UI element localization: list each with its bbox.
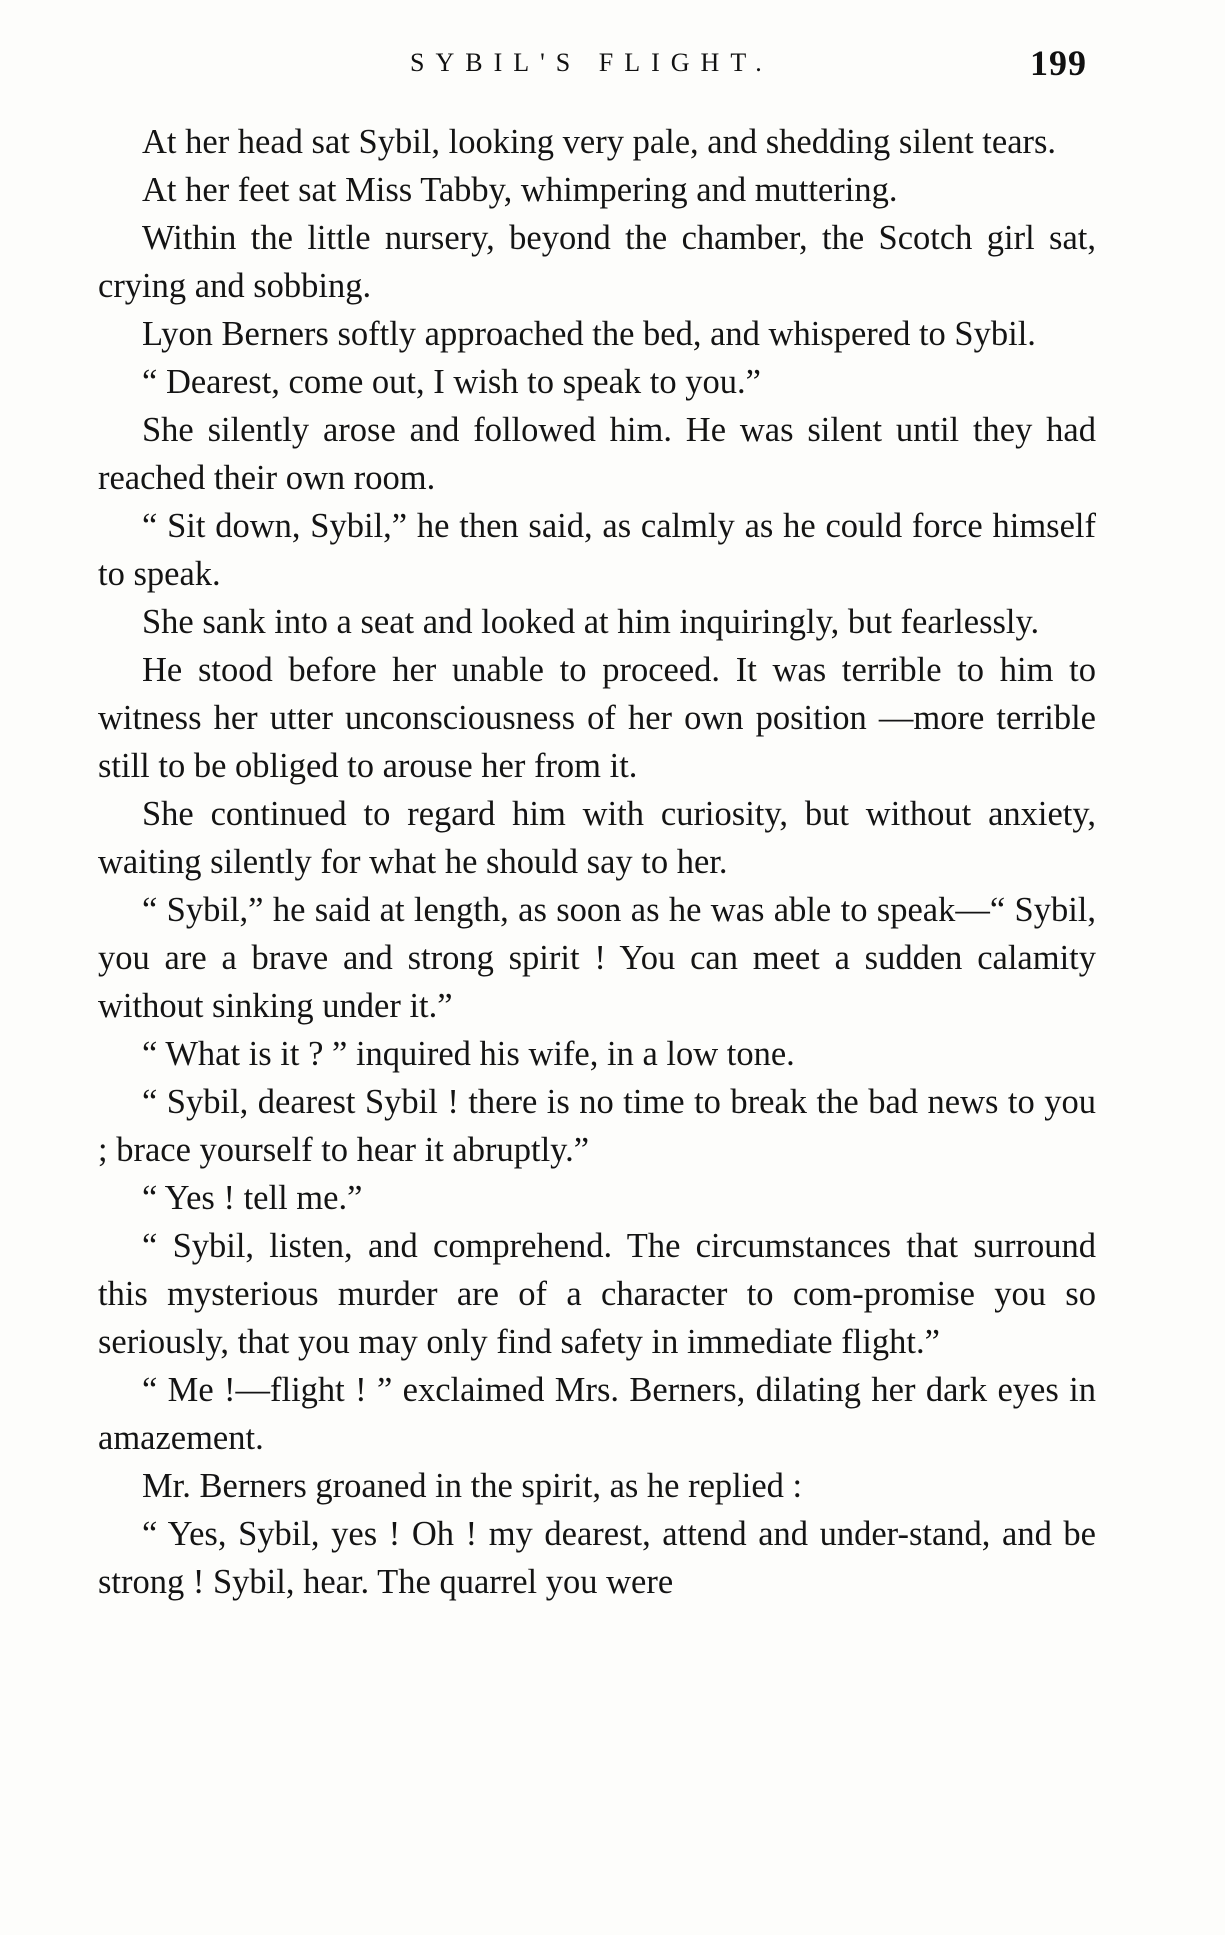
paragraph: At her feet sat Miss Tabby, whimpering and muttering. [142, 171, 898, 209]
paragraph: “ Yes, Sybil, yes ! Oh ! my dearest, attend and under-stand, and be strong ! Sybil, hear. The quarrel you were [98, 1515, 1096, 1601]
paragraph: “ Sybil,” he said at length, as soon as he was able to speak—“ Sybil, you are a brave and strong spirit ! You can meet a sudden calamity without sinking under it.” [98, 891, 1096, 1025]
paragraph: “ Sit down, Sybil,” he then said, as calmly as he could force himself to speak. [98, 507, 1096, 593]
paragraph: He stood before her unable to proceed. It was terrible to him to witness her utter unconsciousness of her own position —more terrible still to be obliged to arouse her from it. [98, 651, 1096, 785]
body-text [98, 118, 1096, 1606]
paragraph: “ Sybil, dearest Sybil ! there is no time to break the bad news to you ; brace yourself to hear it abruptly.” [98, 1083, 1096, 1169]
running-title: SYBIL'S FLIGHT. [410, 48, 773, 77]
paragraph: “ Yes ! tell me.” [142, 1179, 363, 1217]
running-header [0, 42, 1225, 102]
paragraph: She sank into a seat and looked at him inquiringly, but fearlessly. [142, 603, 1040, 641]
paragraph: Within the little nursery, beyond the chamber, the Scotch girl sat, crying and sobbing. [98, 219, 1096, 305]
page-number: 199 [1030, 43, 1087, 83]
paragraph: She continued to regard him with curiosity, but without anxiety, waiting silently for what he should say to her. [98, 795, 1096, 881]
paragraph: At her head sat Sybil, looking very pale, and shedding silent tears. [142, 123, 1057, 161]
paragraph: Mr. Berners groaned in the spirit, as he replied : [142, 1467, 803, 1505]
paragraph: She silently arose and followed him. He was silent until they had reached their own room. [98, 411, 1096, 497]
paragraph: “ Dearest, come out, I wish to speak to you.” [142, 363, 761, 401]
paragraph: “ What is it ? ” inquired his wife, in a low tone. [142, 1035, 795, 1073]
paragraph: “ Me !—flight ! ” exclaimed Mrs. Berners, dilating her dark eyes in amazement. [98, 1371, 1096, 1457]
paragraph: “ Sybil, listen, and comprehend. The circumstances that surround this mysterious murder are of a character to com-promise you so seriously, that you may only find safety in immediate flight.” [98, 1227, 1096, 1361]
paragraph: Lyon Berners softly approached the bed, and whispered to Sybil. [142, 315, 1036, 353]
